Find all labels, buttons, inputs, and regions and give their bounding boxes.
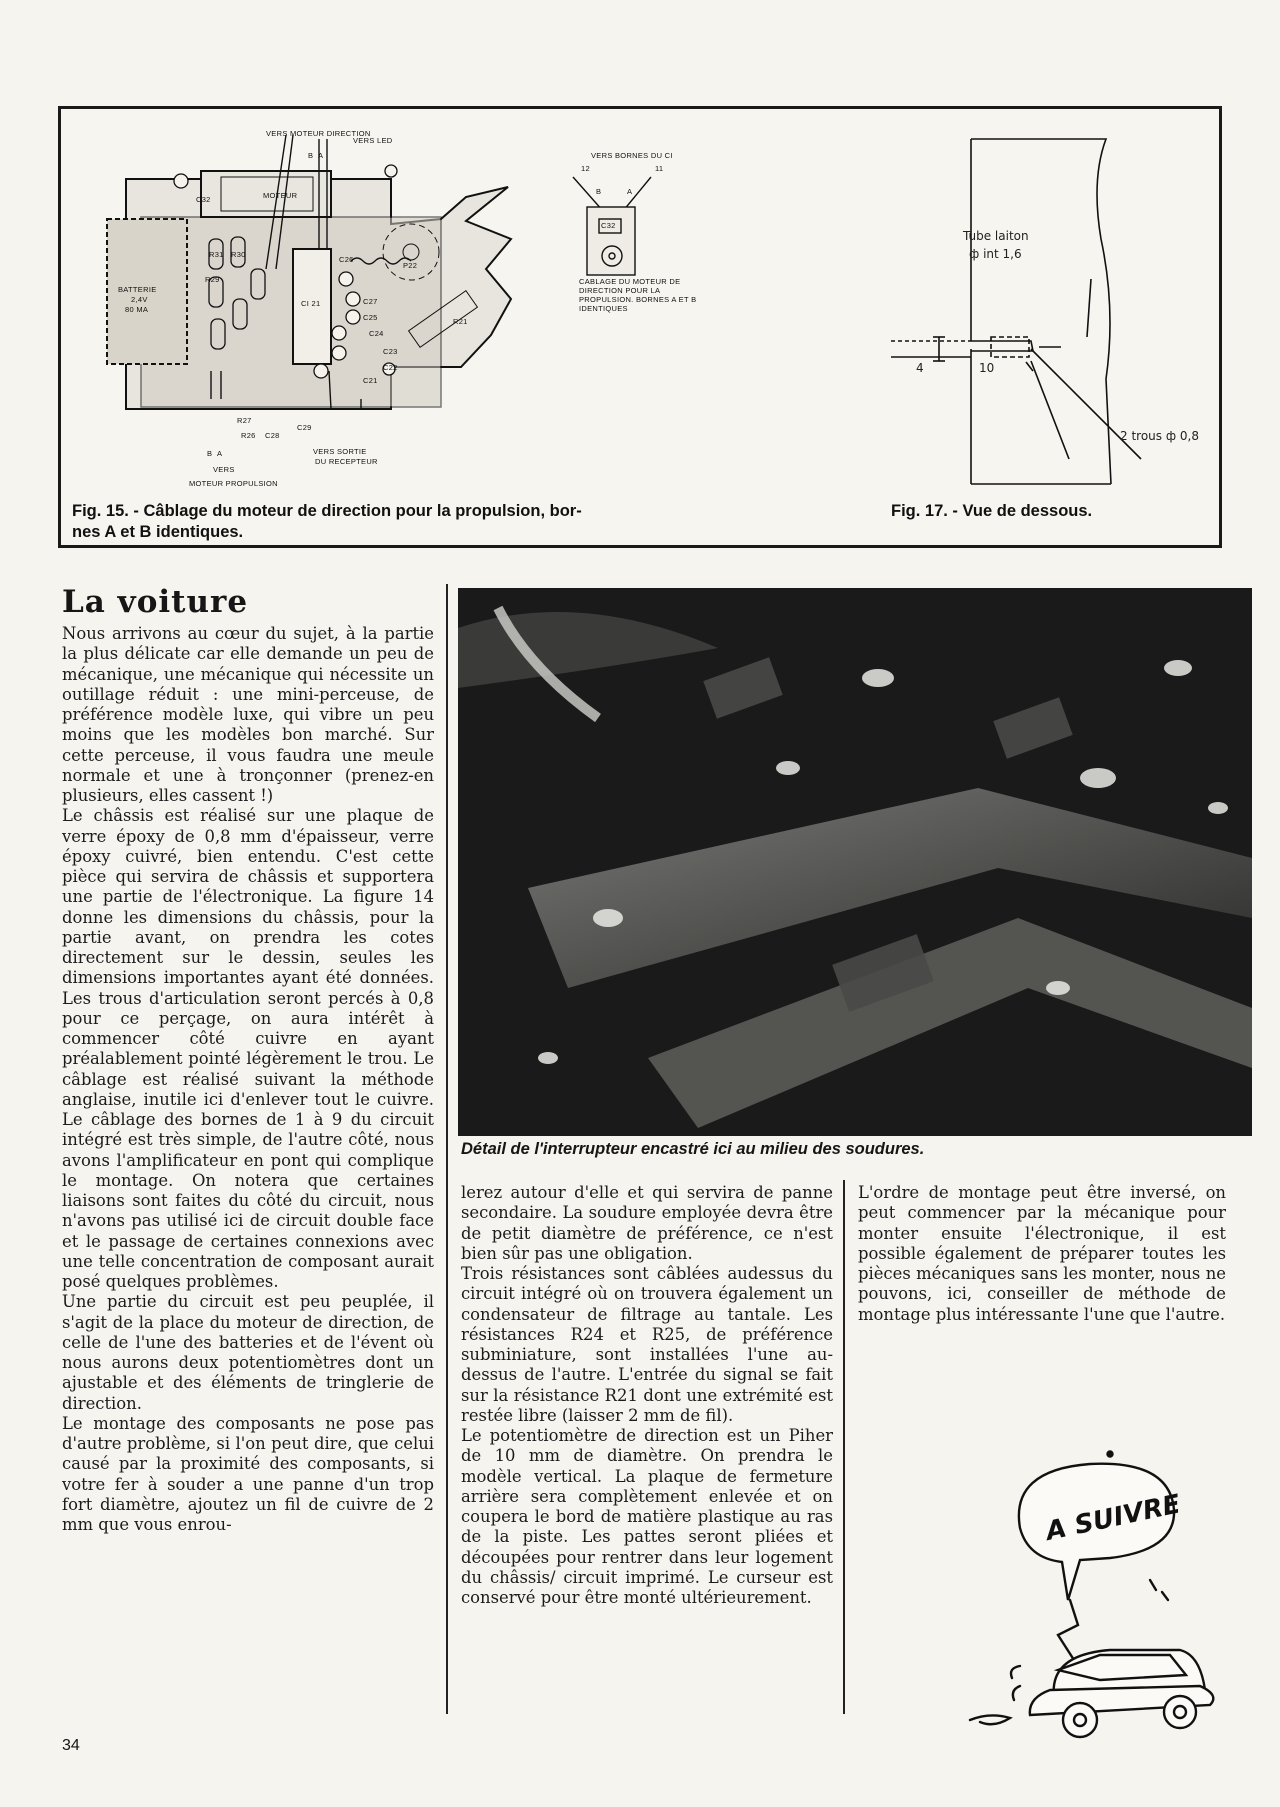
fig17-caption: Fig. 17. - Vue de dessous. (891, 502, 1093, 520)
col2-paragraph: Le potentiomètre de direction est un Piher de 10 mm de diamètre. On prendra le modèle vertical. La plaque de fermeture arrière sera complètement enlevée et on coupera le bord de matière plastique au ras de la piste. Les pattes seront pliées et découpées pour rentrer dans leur logement du châssis/ circuit imprimé. Le curseur est conservé pour être monté ultérieurement. (461, 1426, 833, 1607)
label-ci21: CI 21 (301, 299, 321, 308)
col1-paragraph: Nous arrivons au cœur du sujet, à la partie la plus délicate car elle demande un peu de mécanique, une mécanique qui nécessite un outillage réduit : une mini-perceuse, de préférence modèle luxe, qui vibre un peu moins que les modèles bon marché. Sur cette perceuse, il vous faudra une meule normale et une à tronçonner (prenez-en plusieurs, elles cassent !) (62, 624, 434, 805)
label-inset-c32: C32 (601, 221, 616, 230)
col1-paragraph: Une partie du circuit est peu peuplée, il s'agit de la place du moteur de direction, de celle de l'une des batteries et de l'évent où nous aurons deux potentiomètres dont un ajustable et des éléments de tringlerie de direction. (62, 1292, 434, 1413)
column-1 (62, 624, 434, 1535)
label-r27: R27 (237, 416, 252, 425)
label-c27: C27 (363, 297, 378, 306)
label-11: 11 (655, 164, 664, 173)
label-c24: C24 (369, 329, 384, 338)
label-c21: C21 (363, 376, 378, 385)
label-r29: R29 (205, 275, 220, 284)
fig17-dim4: 4 (916, 361, 924, 375)
label-12: 12 (581, 164, 590, 173)
column-3 (858, 1183, 1226, 1325)
article-title: La voiture (62, 584, 249, 620)
col1-paragraph: Le montage des composants ne pose pas d'autre problème, si l'on peut dire, que celui causé par la proximité des composants, si votre fer à souder a une panne d'un trop fort diamètre, ajoutez un fil de cuivre de 2 mm que vous enrou- (62, 1413, 434, 1534)
label-batterie-v: 2,4V (131, 295, 148, 304)
label-r31: R31 (209, 250, 224, 259)
cartoon-car-illustration (950, 1450, 1230, 1740)
label-c23: C23 (383, 347, 398, 356)
label-a-top: A (318, 151, 324, 160)
label-c25: C25 (363, 313, 378, 322)
col3-paragraph: L'ordre de montage peut être inversé, on peut commencer par la mécanique pour monter ensuite l'électronique, il est possible également de préparer toutes les pièces mécaniques sans les monter, nous ne pouvons, ici, conseiller de méthode de montage plus intéressante l'une que l'autre. (858, 1183, 1226, 1324)
photo-soldering-detail (458, 588, 1252, 1136)
label-c26: C26 (339, 255, 354, 264)
label-r21: R21 (453, 317, 468, 326)
fig17-dim10: 10 (979, 361, 995, 375)
label-batterie-ma: 80 MA (125, 305, 149, 314)
column-divider-1 (446, 584, 448, 1714)
label-cablage-note: CABLAGE DU MOTEUR DE DIRECTION POUR LA PROPULSION. BORNES A ET B IDENTIQUES (579, 277, 697, 313)
label-inset-b: B (596, 187, 602, 196)
fig17-phi-int: ф int 1,6 (969, 247, 1022, 261)
label-c28: C28 (265, 431, 280, 440)
label-inset-a: A (627, 187, 633, 196)
fig17-trous: 2 trous ф 0,8 (1120, 429, 1199, 443)
label-moteur: MOTEUR (263, 191, 298, 200)
label-vers-bornes: VERS BORNES DU CI (591, 151, 673, 160)
col1-paragraph: Le châssis est réalisé sur une plaque de verre époxy de 0,8 mm d'épaisseur, verre époxy cuivré, bien entendu. C'est cette pièce qui servira de châssis et supportera une partie de l'électronique. La figure 14 donne les dimensions du châssis, pour la partie avant, on prendra les cotes directement sur le dessin, seules les dimensions importantes ayant été données. Les trous d'articulation seront percés à 0,8 pour ce perçage, on aura intérêt à commencer côté cuivre en ayant préalablement pointé légèrement le trou. Le câblage est réalisé suivant la méthode anglaise, inutile ici d'enlever tout le cuivre. Le câblage des bornes de 1 à 9 du circuit intégré est très simple, de l'autre côté, nous avons l'amplificateur en pont qui complique le montage. On notera que certaines liaisons sont faites du côté du circuit, nous n'avons pas utilisé ici de circuit double face et le passage de certaines connexions avec une telle concentration de composant aurait posé quelques problèmes. (62, 806, 434, 1291)
label-a-bottom: A (217, 449, 223, 458)
cartoon-text: A SUIVRE (1043, 1489, 1184, 1548)
fig15-caption-line1: Fig. 15. - Câblage du moteur de direction pour la propulsion, bor- (72, 502, 582, 520)
label-vers-sortie: VERS SORTIE (313, 447, 367, 456)
label-moteur-propulsion: MOTEUR PROPULSION (189, 479, 278, 488)
column-2 (461, 1183, 833, 1608)
label-b-bottom: B (207, 449, 213, 458)
col2-paragraph: lerez autour d'elle et qui servira de panne secondaire. La soudure employée devra être de petit diamètre de préférence, ce n'est bien sûr pas une obligation. (461, 1183, 833, 1263)
label-vers: VERS (213, 465, 235, 474)
label-r30: R30 (231, 250, 246, 259)
col2-paragraph: Trois résistances sont câblées audessus du circuit intégré où on trouvera également un condensateur de filtrage au tantale. Les résistances R24 et R25, de préférence subminiature, sont installées l'une au-dessus de l'autre. L'entrée du signal se fait sur la résistance R21 dont une extrémité est restée libre (laisser 2 mm de fil). (461, 1264, 833, 1425)
label-p22: P22 (403, 261, 418, 270)
label-c32: C32 (196, 195, 211, 204)
label-vers-moteur-direction: VERS MOTEUR DIRECTION (266, 129, 371, 138)
label-du-recepteur: DU RECEPTEUR (315, 457, 378, 466)
label-vers-led: VERS LED (353, 136, 393, 145)
fig15-caption-line2: nes A et B identiques. (72, 523, 244, 541)
label-c29: C29 (297, 423, 312, 432)
fig17-tube-laiton: Tube laiton (963, 229, 1029, 243)
page-number: 34 (62, 1737, 80, 1754)
label-b-top: B (308, 151, 314, 160)
label-c22: C22 (383, 363, 398, 372)
label-r26: R26 (241, 431, 256, 440)
column-divider-2 (843, 1180, 845, 1714)
label-batterie: BATTERIE (118, 285, 157, 294)
figure-box (58, 106, 1222, 548)
photo-caption: Détail de l'interrupteur encastré ici au milieu des soudures. (461, 1140, 925, 1158)
